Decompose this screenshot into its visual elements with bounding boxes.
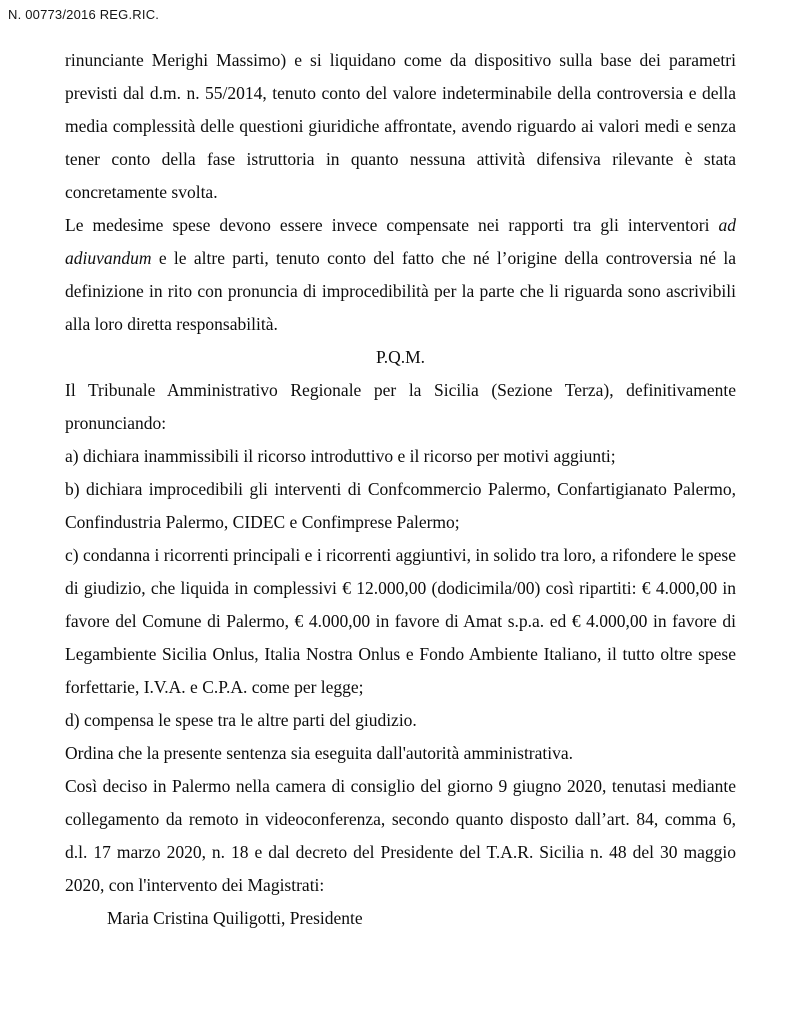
pqm-heading — [65, 341, 736, 374]
text-run: c) condanna i ricorrenti principali e i ricorrenti aggiuntivi, in solido tra loro, a rifondere le spese di giudizio, che liquida in complessivi € 12.000,00 (dodicimila/00) così ripartiti: € 4.000,00 in favore del Comune di Palermo, € 4.000,00 in favore di Amat s.p.a. ed € 4.000,00 in favore di Legambiente Sicilia Onlus, Italia Nostra Onlus e Fondo Ambiente Italiano, il tutto oltre spese forfettarie, I.V.A. e C.P.A. come per legge; — [65, 545, 736, 697]
paragraph — [65, 539, 736, 704]
text-run: Maria Cristina Quiligotti, Presidente — [107, 908, 363, 928]
text-run: Le medesime spese devono essere invece compensate nei rapporti tra gli interventori — [65, 215, 719, 235]
text-run: Ordina che la presente sentenza sia eseguita dall'autorità amministrativa. — [65, 743, 574, 763]
paragraph — [65, 902, 736, 935]
paragraph — [65, 44, 736, 209]
text-run: rinunciante Merighi Massimo) e si liquidano come da dispositivo sulla base dei parametri previsti dal d.m. n. 55/2014, tenuto conto del valore indeterminabile della controversia e della media complessità delle questioni giuridiche affrontate, avendo riguardo ai valori medi e senza tener conto della fase istruttoria in quanto nessuna attività difensiva rilevante è stata concretamente svolta. — [65, 50, 736, 202]
paragraph — [65, 770, 736, 902]
document-body — [65, 44, 736, 935]
text-run: e le altre parti, tenuto conto del fatto che né l’origine della controversia né la definizione in rito con pronuncia di improcedibilità per la parte che li riguarda sono ascrivibili alla loro diretta responsabilità. — [65, 248, 736, 334]
case-number-header: N. 00773/2016 REG.RIC. — [8, 7, 160, 22]
text-run: Così deciso in Palermo nella camera di consiglio del giorno 9 giugno 2020, tenutasi mediante collegamento da remoto in videoconferenza, secondo quanto disposto dall’art. 84, comma 6, d.l. 17 marzo 2020, n. 18 e dal decreto del Presidente del T.A.R. Sicilia n. 48 del 30 maggio 2020, con l'intervento dei Magistrati: — [65, 776, 736, 895]
paragraph — [65, 704, 736, 737]
paragraph — [65, 737, 736, 770]
text-run: b) dichiara improcedibili gli interventi di Confcommercio Palermo, Confartigianato Palermo, Confindustria Palermo, CIDEC e Confimprese Palermo; — [65, 479, 736, 532]
latin-phrase: ad adiuvandum — [65, 215, 736, 268]
paragraph — [65, 440, 736, 473]
paragraph — [65, 209, 736, 341]
paragraph — [65, 473, 736, 539]
text-run: Il Tribunale Amministrativo Regionale per la Sicilia (Sezione Terza), definitivamente pronunciando: — [65, 380, 736, 433]
text-run: a) dichiara inammissibili il ricorso introduttivo e il ricorso per motivi aggiunti; — [65, 446, 616, 466]
text-run: d) compensa le spese tra le altre parti del giudizio. — [65, 710, 417, 730]
text-run: P.Q.M. — [375, 347, 426, 367]
paragraph — [65, 374, 736, 440]
